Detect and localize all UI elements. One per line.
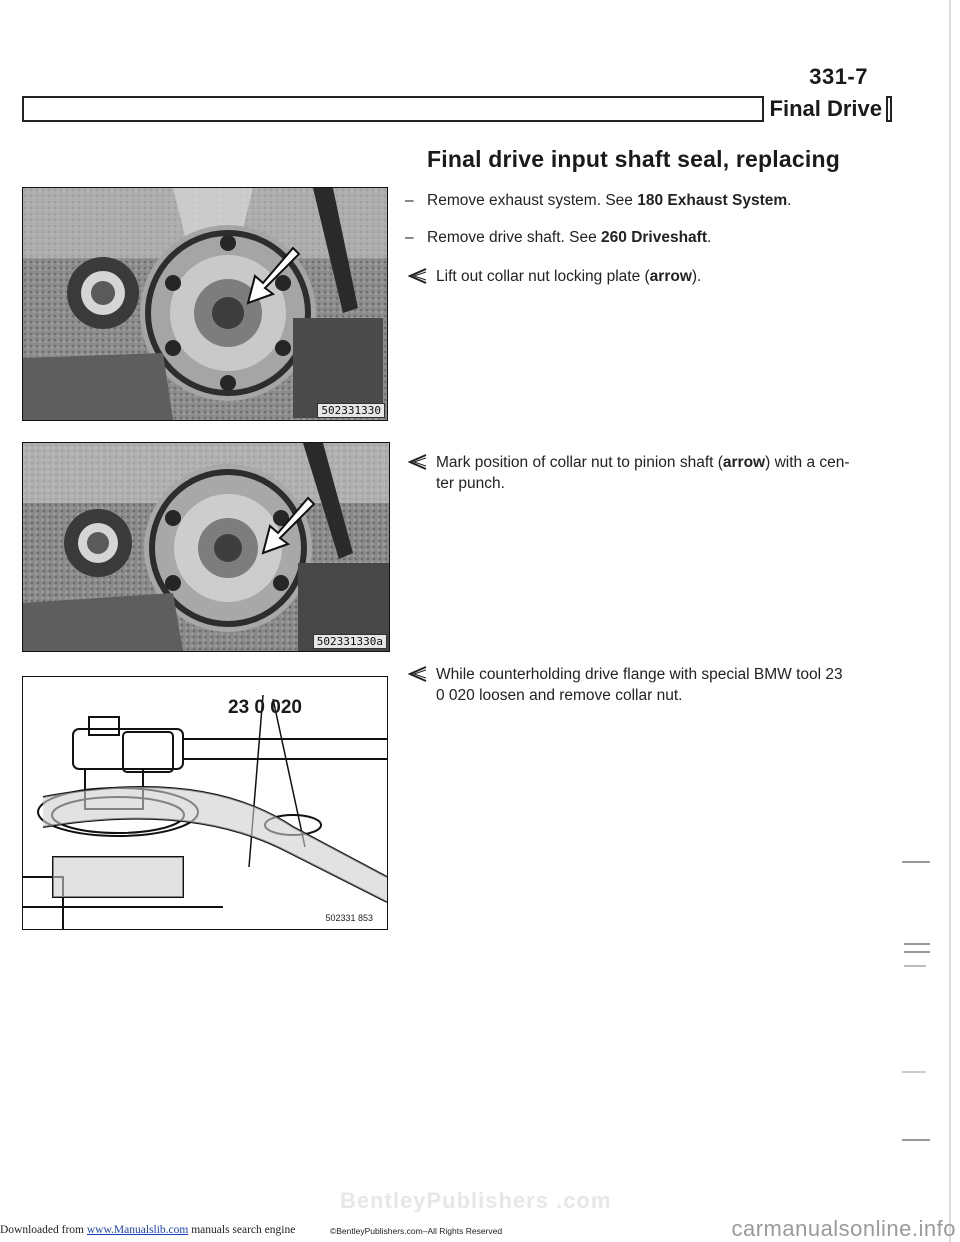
chapter-title: Final Drive: [762, 96, 888, 122]
step-text-line2: ter punch.: [436, 475, 505, 492]
publisher-watermark-logo: BentleyPublishers .com: [340, 1188, 612, 1213]
step-mark-position: [408, 452, 886, 494]
left-pointer-icon: [408, 268, 428, 284]
dash-bullet: –: [405, 229, 414, 246]
step-text: Remove drive shaft. See: [427, 229, 602, 246]
final-drive-photo-illustration: [23, 188, 387, 420]
dash-bullet: –: [405, 192, 414, 209]
step-text-end: ).: [691, 268, 702, 285]
scan-margin-lines: [900, 0, 960, 1242]
step-reference: arrow: [722, 454, 766, 471]
page-number: 331-7: [809, 64, 868, 89]
step-lift-locking-plate: [408, 266, 876, 287]
copyright-notice: ©BentleyPublishers.com–All Rights Reserved: [330, 1226, 503, 1236]
footer-prefix: Downloaded from: [0, 1224, 87, 1236]
step-remove-driveshaft: [405, 227, 867, 248]
step-text: While counterholding drive flange with special BMW tool 23: [436, 666, 843, 683]
step-text-line2: 0 020 loosen and remove collar nut.: [436, 687, 683, 704]
step-text-end: .: [787, 192, 792, 209]
step-text: Mark position of collar nut to pinion shaft (: [436, 454, 723, 471]
footer-suffix: manuals search engine: [188, 1224, 296, 1236]
step-text-end: ) with a cen-: [765, 454, 850, 471]
left-pointer-icon: [408, 454, 428, 470]
step-remove-exhaust: [405, 190, 867, 211]
photo-final-drive-locking-plate: [22, 187, 388, 421]
figure-id-label: 502331 853: [325, 913, 373, 923]
photo-id-label: 502331330a: [313, 634, 387, 649]
step-reference: arrow: [649, 268, 692, 285]
photo-id-label: 502331330: [317, 403, 385, 418]
step-loosen-collar-nut: [408, 664, 886, 706]
download-footer: [0, 1224, 295, 1236]
tool-line-drawing: [23, 677, 387, 929]
left-pointer-icon: [408, 666, 428, 682]
section-title: Final drive input shaft seal, replacing: [427, 146, 840, 172]
step-text: Lift out collar nut locking plate (: [436, 268, 650, 285]
tool-number-label: 23 0 020: [228, 697, 302, 718]
figure-counterhold-tool: [22, 676, 388, 930]
manualslib-link[interactable]: www.Manualslib.com: [86, 1224, 189, 1236]
final-drive-photo-illustration: [23, 443, 389, 651]
step-text-end: .: [707, 229, 712, 246]
step-reference: 260 Driveshaft: [601, 229, 708, 246]
photo-mark-collar-nut: [22, 442, 390, 652]
step-reference: 180 Exhaust System: [637, 192, 788, 209]
site-watermark: carmanualsonline.info: [731, 1216, 956, 1241]
step-text: Remove exhaust system. See: [427, 192, 638, 209]
